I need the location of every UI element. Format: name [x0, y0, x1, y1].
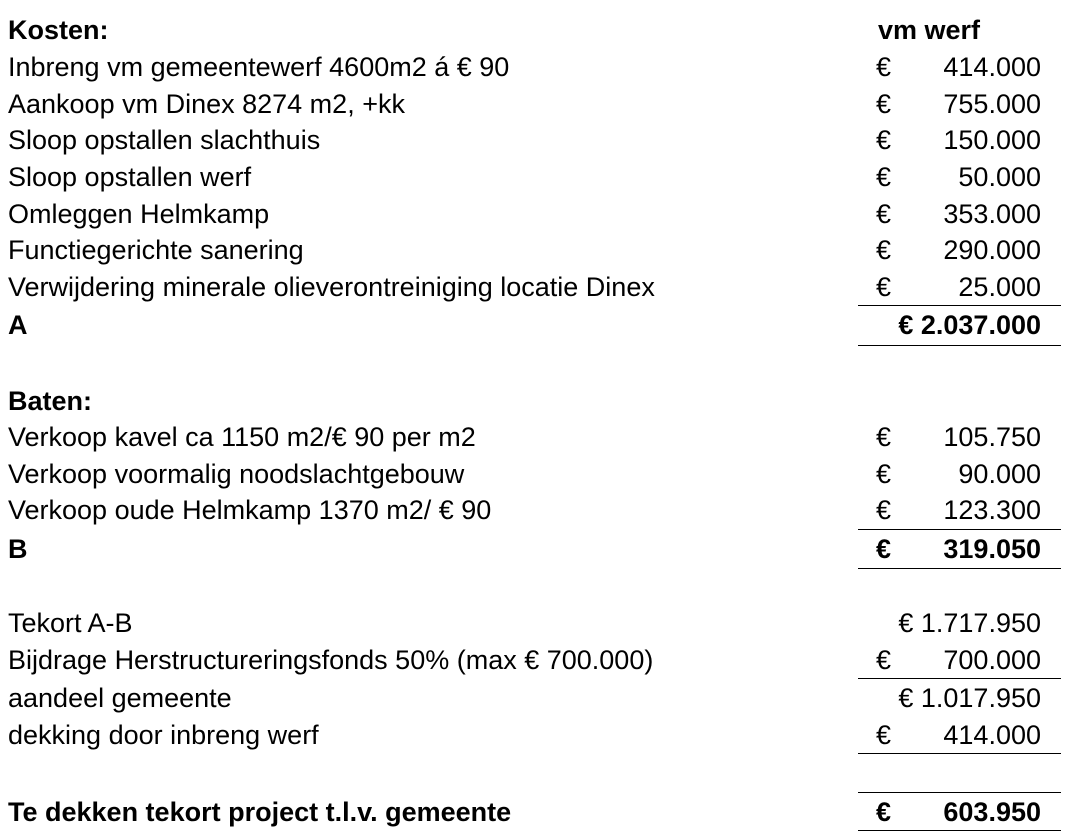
final-rule	[858, 830, 1061, 831]
kosten-total-label: A	[8, 310, 28, 340]
kosten-row	[0, 232, 1085, 269]
final-amount: 603.950	[943, 797, 1041, 827]
currency-symbol: €	[876, 797, 892, 827]
subtotal-rule	[858, 753, 1061, 754]
currency-symbol: €	[876, 459, 892, 489]
aandeel-value: € 1.017.950	[898, 683, 1041, 713]
baten-row	[0, 492, 1085, 529]
kosten-item-label: Verwijdering minerale olieverontreiniging locatie Dinex	[8, 272, 655, 302]
kosten-row	[0, 269, 1085, 306]
baten-total-amount: 319.050	[943, 534, 1041, 564]
aandeel-row	[0, 680, 1085, 717]
kosten-heading: Kosten:	[8, 15, 109, 45]
baten-item-amount: 90.000	[958, 459, 1041, 489]
kosten-item-amount: 290.000	[943, 235, 1041, 265]
total-rule	[858, 568, 1061, 569]
baten-total-label: B	[8, 534, 28, 564]
kosten-row	[0, 49, 1085, 86]
kosten-item-label: Sloop opstallen werf	[8, 162, 252, 192]
bijdrage-amount: 700.000	[943, 645, 1041, 675]
tekort-row	[0, 605, 1085, 642]
kosten-item-label: Omleggen Helmkamp	[8, 199, 270, 229]
baten-row	[0, 456, 1085, 493]
currency-symbol: €	[876, 235, 892, 265]
kosten-total-value: € 2.037.000	[898, 310, 1041, 340]
kosten-row	[0, 196, 1085, 233]
baten-item-amount: 123.300	[943, 495, 1041, 525]
kosten-row	[0, 122, 1085, 159]
tekort-value: € 1.717.950	[898, 608, 1041, 638]
bijdrage-row	[0, 642, 1085, 679]
currency-symbol: €	[876, 162, 892, 192]
currency-symbol: €	[876, 52, 892, 82]
aandeel-label: aandeel gemeente	[8, 683, 232, 713]
kosten-total-row	[0, 307, 1085, 344]
final-row	[0, 794, 1085, 831]
dekking-label: dekking door inbreng werf	[8, 720, 319, 750]
kosten-item-label: Inbreng vm gemeentewerf 4600m2 á € 90	[8, 52, 510, 82]
currency-symbol: €	[876, 720, 892, 750]
kosten-row	[0, 86, 1085, 123]
total-rule	[858, 345, 1061, 346]
dekking-row	[0, 717, 1085, 754]
kosten-item-label: Sloop opstallen slachthuis	[8, 125, 321, 155]
kosten-header-row	[0, 12, 1085, 49]
dekking-amount: 414.000	[943, 720, 1041, 750]
final-label: Te dekken tekort project t.l.v. gemeente	[8, 797, 512, 827]
kosten-item-amount: 150.000	[943, 125, 1041, 155]
kosten-item-amount: 414.000	[943, 52, 1041, 82]
kosten-item-amount: 755.000	[943, 89, 1041, 119]
tekort-label: Tekort A-B	[8, 608, 133, 638]
kosten-item-amount: 353.000	[943, 199, 1041, 229]
baten-total-row	[0, 531, 1085, 568]
subtotal-rule	[858, 305, 1061, 306]
currency-symbol: €	[876, 125, 892, 155]
baten-header-row	[0, 383, 1085, 420]
subtotal-rule	[858, 678, 1061, 679]
kosten-row	[0, 159, 1085, 196]
currency-symbol: €	[876, 199, 892, 229]
currency-symbol: €	[876, 422, 892, 452]
kosten-item-amount: 50.000	[958, 162, 1041, 192]
currency-symbol: €	[876, 272, 892, 302]
currency-symbol: €	[876, 645, 892, 675]
kosten-item-amount: 25.000	[958, 272, 1041, 302]
column-header: vm werf	[878, 15, 981, 45]
baten-item-label: Verkoop oude Helmkamp 1370 m2/ € 90	[8, 495, 492, 525]
baten-row	[0, 419, 1085, 456]
baten-item-label: Verkoop kavel ca 1150 m2/€ 90 per m2	[8, 422, 476, 452]
subtotal-rule	[858, 529, 1061, 530]
baten-heading: Baten:	[8, 386, 93, 416]
baten-item-label: Verkoop voormalig noodslachtgebouw	[8, 459, 465, 489]
currency-symbol: €	[876, 495, 892, 525]
currency-symbol: €	[876, 534, 892, 564]
kosten-item-label: Aankoop vm Dinex 8274 m2, +kk	[8, 89, 405, 119]
kosten-item-label: Functiegerichte sanering	[8, 235, 304, 265]
baten-item-amount: 105.750	[943, 422, 1041, 452]
total-rule	[858, 792, 1061, 793]
bijdrage-label: Bijdrage Herstructureringsfonds 50% (max € 700.000)	[8, 645, 654, 675]
currency-symbol: €	[876, 89, 892, 119]
